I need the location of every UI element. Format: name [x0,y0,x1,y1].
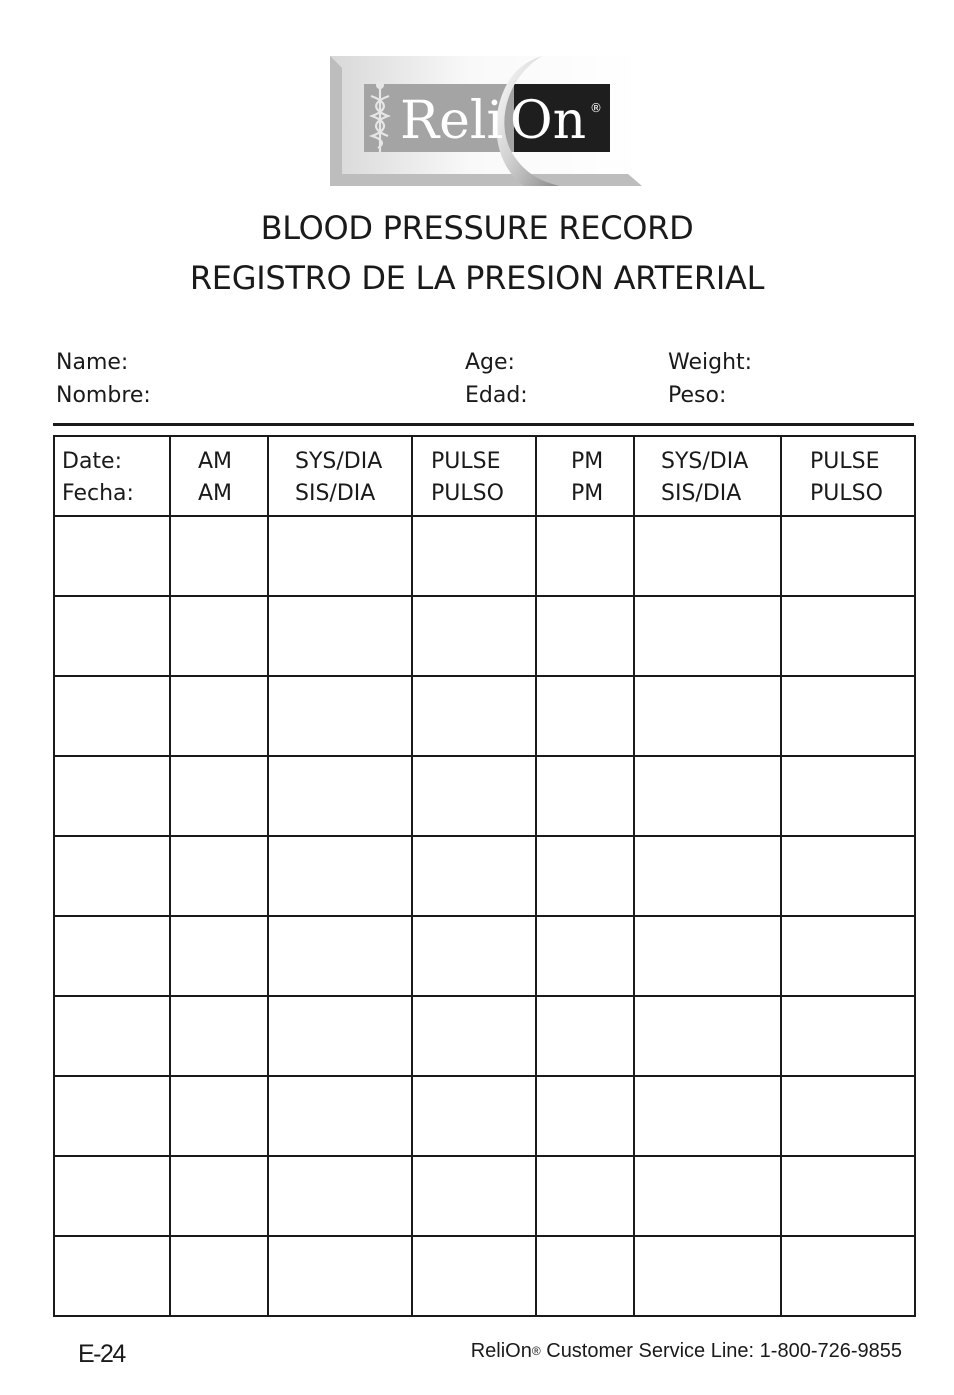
table-row [54,756,915,836]
edad-label: Edad: [465,383,528,408]
cell-pm-sys-dia[interactable] [634,676,781,756]
logo-brand-left: Reli [400,91,504,151]
logo-registered-mark: ® [590,101,602,115]
header-pm: PM PM [536,436,634,516]
cell-date[interactable] [54,756,170,836]
cell-pm-pulse[interactable] [781,916,915,996]
title-english: BLOOD PRESSURE RECORD [260,209,694,247]
cell-pm[interactable] [536,596,634,676]
header-date: Date: Fecha: [54,436,170,516]
cell-pm-sys-dia[interactable] [634,836,781,916]
cell-date[interactable] [54,1236,170,1316]
cell-pm[interactable] [536,996,634,1076]
cell-pm-pulse[interactable] [781,1076,915,1156]
cell-am-pulse[interactable] [412,916,536,996]
cell-am[interactable] [170,1156,268,1236]
table-row [54,516,915,596]
cell-am-sys-dia[interactable] [268,596,412,676]
cell-pm-sys-dia[interactable] [634,596,781,676]
blood-pressure-table [53,435,916,1317]
cell-am-sys-dia[interactable] [268,996,412,1076]
cell-am-sys-dia[interactable] [268,756,412,836]
cell-pm[interactable] [536,836,634,916]
cell-am-pulse[interactable] [412,1156,536,1236]
cell-am-pulse[interactable] [412,596,536,676]
cell-pm-sys-dia[interactable] [634,756,781,836]
cell-pm[interactable] [536,1076,634,1156]
table-row [54,1156,915,1236]
header-am-sys-dia: SYS/DIA SIS/DIA [268,436,412,516]
customer-service-line [471,1340,902,1363]
cell-pm-pulse[interactable] [781,1236,915,1316]
table-row [54,916,915,996]
cell-pm-pulse[interactable] [781,1156,915,1236]
table-row [54,596,915,676]
cell-am-pulse[interactable] [412,1076,536,1156]
cell-am-sys-dia[interactable] [268,1236,412,1316]
header-pm-sys-dia: SYS/DIA SIS/DIA [634,436,781,516]
cell-am[interactable] [170,836,268,916]
cell-pm[interactable] [536,516,634,596]
cell-pm-sys-dia[interactable] [634,1236,781,1316]
cell-date[interactable] [54,1076,170,1156]
cell-date[interactable] [54,916,170,996]
cell-am-sys-dia[interactable] [268,1156,412,1236]
header-divider [53,423,914,426]
cell-pm-sys-dia[interactable] [634,916,781,996]
cell-am-pulse[interactable] [412,676,536,756]
cell-date[interactable] [54,676,170,756]
cell-am-sys-dia[interactable] [268,836,412,916]
relion-logo [328,56,642,186]
cell-date[interactable] [54,596,170,676]
nombre-label: Nombre: [56,383,151,408]
table-row [54,1076,915,1156]
cell-am[interactable] [170,516,268,596]
cell-pm-sys-dia[interactable] [634,516,781,596]
cell-pm[interactable] [536,1236,634,1316]
cell-am-pulse[interactable] [412,516,536,596]
cell-pm[interactable] [536,916,634,996]
age-label: Age: [465,350,515,375]
cell-am[interactable] [170,1236,268,1316]
footer-brand: ReliOn [470,1340,532,1362]
cell-am-sys-dia[interactable] [268,1076,412,1156]
cell-pm[interactable] [536,756,634,836]
cell-am-sys-dia[interactable] [268,916,412,996]
table-header-row [54,436,915,516]
cell-date[interactable] [54,516,170,596]
cell-am[interactable] [170,756,268,836]
cell-pm-pulse[interactable] [781,756,915,836]
cell-am[interactable] [170,996,268,1076]
page-number: E-24 [78,1340,125,1368]
cell-am[interactable] [170,596,268,676]
cell-am-pulse[interactable] [412,996,536,1076]
footer-service-text: Customer Service Line: 1-800-726-9855 [540,1340,902,1362]
cell-am[interactable] [170,676,268,756]
cell-pm-sys-dia[interactable] [634,1156,781,1236]
cell-am[interactable] [170,916,268,996]
cell-am-pulse[interactable] [412,836,536,916]
cell-am[interactable] [170,1076,268,1156]
cell-am-pulse[interactable] [412,1236,536,1316]
cell-pm-sys-dia[interactable] [634,1076,781,1156]
table-body [54,516,915,1316]
cell-pm[interactable] [536,1156,634,1236]
cell-pm-pulse[interactable] [781,676,915,756]
cell-date[interactable] [54,996,170,1076]
cell-pm-sys-dia[interactable] [634,996,781,1076]
header-am: AM AM [170,436,268,516]
table-row [54,996,915,1076]
footer-registered-mark: ® [531,1344,541,1358]
cell-pm-pulse[interactable] [781,996,915,1076]
cell-am-sys-dia[interactable] [268,676,412,756]
peso-label: Peso: [668,383,727,408]
cell-am-sys-dia[interactable] [268,516,412,596]
cell-date[interactable] [54,1156,170,1236]
cell-pm-pulse[interactable] [781,836,915,916]
cell-date[interactable] [54,836,170,916]
header-am-pulse: PULSE PULSO [412,436,536,516]
logo-brand-right: On [510,91,587,151]
cell-pm-pulse[interactable] [781,596,915,676]
title-spanish: REGISTRO DE LA PRESION ARTERIAL [189,259,765,297]
table-row [54,676,915,756]
name-label: Name: [56,350,129,375]
cell-pm[interactable] [536,676,634,756]
cell-am-pulse[interactable] [412,756,536,836]
cell-pm-pulse[interactable] [781,516,915,596]
header-pm-pulse: PULSE PULSO [781,436,915,516]
table-row [54,1236,915,1316]
table-row [54,836,915,916]
weight-label: Weight: [668,350,753,375]
